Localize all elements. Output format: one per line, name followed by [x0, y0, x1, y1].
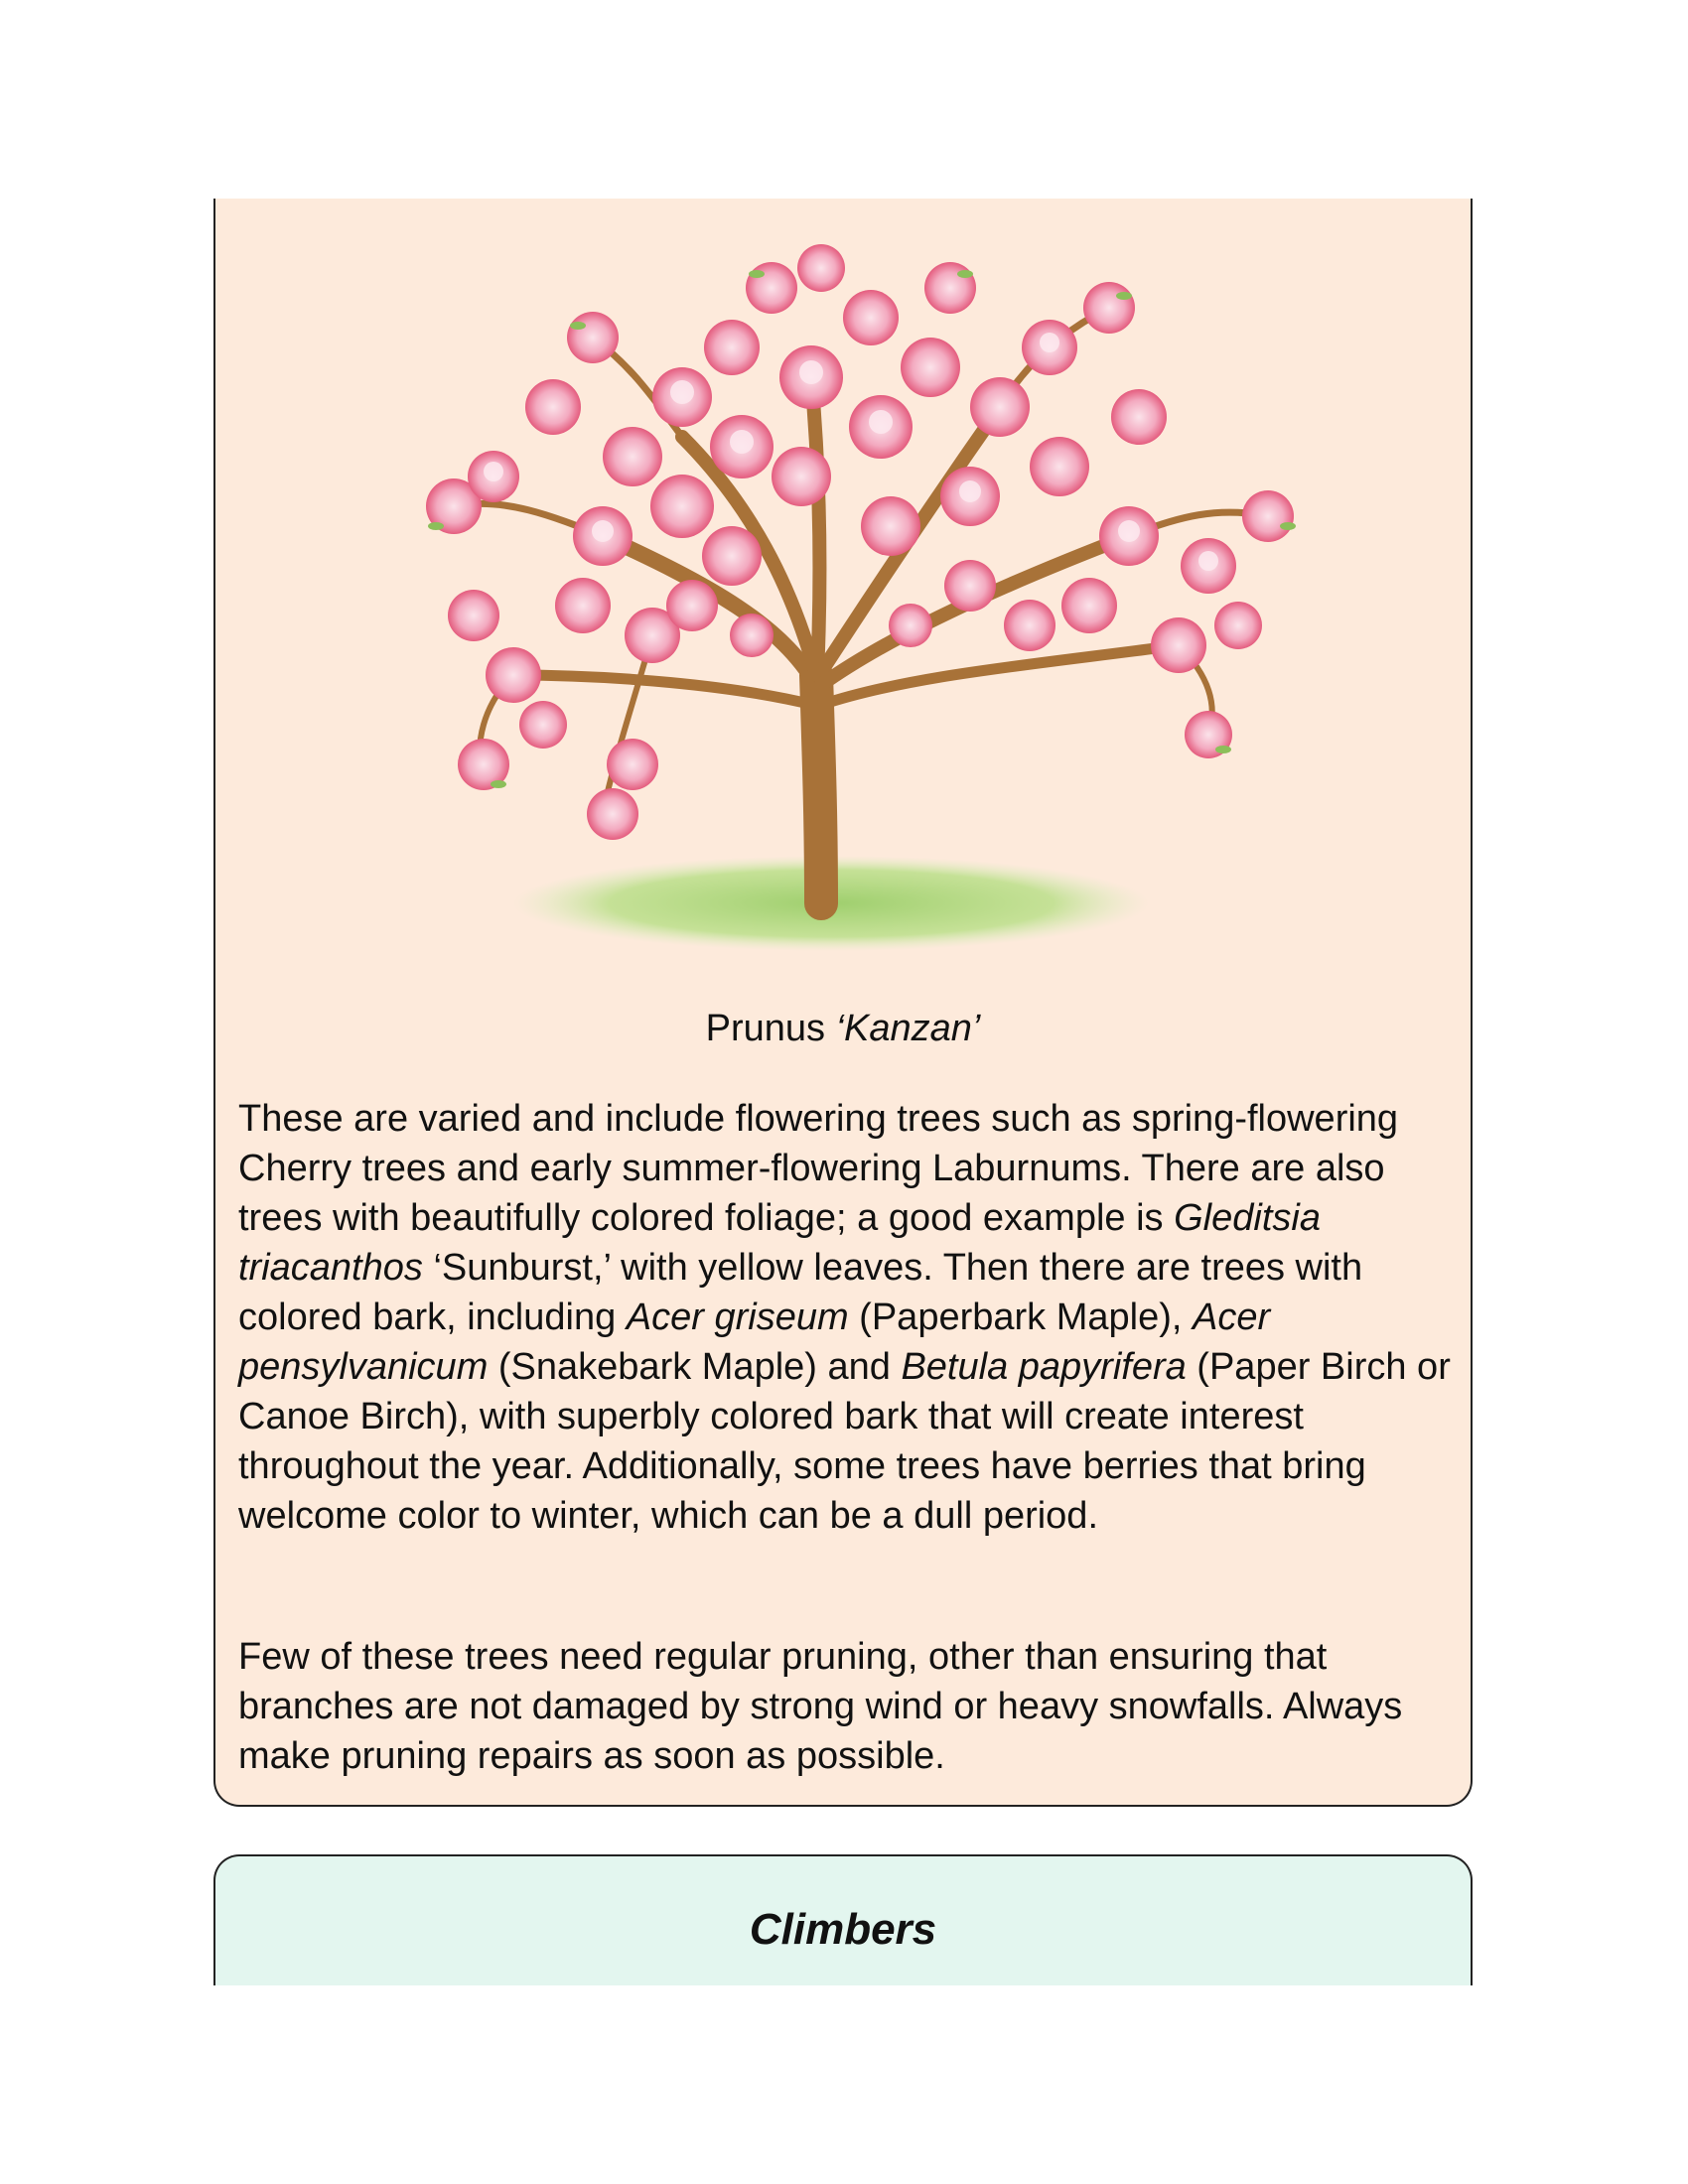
- species-name: Acer griseum: [626, 1297, 849, 1338]
- pruning-paragraph: Few of these trees need regular pruning, other than ensuring that branches are not damaged by strong wind or heavy snowfalls. Always make pruning repairs as soon as possible.: [238, 1636, 1403, 1777]
- section-title: Climbers: [749, 1905, 937, 1954]
- trees-panel: [213, 199, 1473, 1807]
- species-name: Betula papyrifera: [901, 1346, 1187, 1388]
- caption-genus: Prunus: [705, 1008, 826, 1049]
- species-name: Acer pensylvanicum: [238, 1297, 1271, 1388]
- text-run: ‘Sunburst,’ with yellow leaves. Then there are trees with colored bark, including: [238, 1247, 1363, 1338]
- text-run: These are varied and include flowering trees such as spring-flowering Cherry trees and early summer-flowering Laburnums. There are also trees with beautifully colored foliage; a good example is: [238, 1098, 1399, 1239]
- species-name: Gleditsia triacanthos: [238, 1197, 1321, 1289]
- caption-cultivar: ‘Kanzan’: [835, 1008, 981, 1049]
- figure-caption: [215, 1005, 1471, 1052]
- text-run: (Paper Birch or Canoe Birch), with superbly colored bark that will create interest throughout the year. Additionally, some trees have berries that bring welcome color to winter, which can be a dull period.: [238, 1346, 1451, 1537]
- text-run: (Paperbark Maple),: [848, 1297, 1193, 1338]
- text-run: (Snakebark Maple) and: [488, 1346, 902, 1388]
- climbers-panel: [213, 1854, 1473, 1985]
- description-paragraph: [238, 1094, 1455, 1541]
- flowering-cherry-tree-illustration: [354, 208, 1347, 963]
